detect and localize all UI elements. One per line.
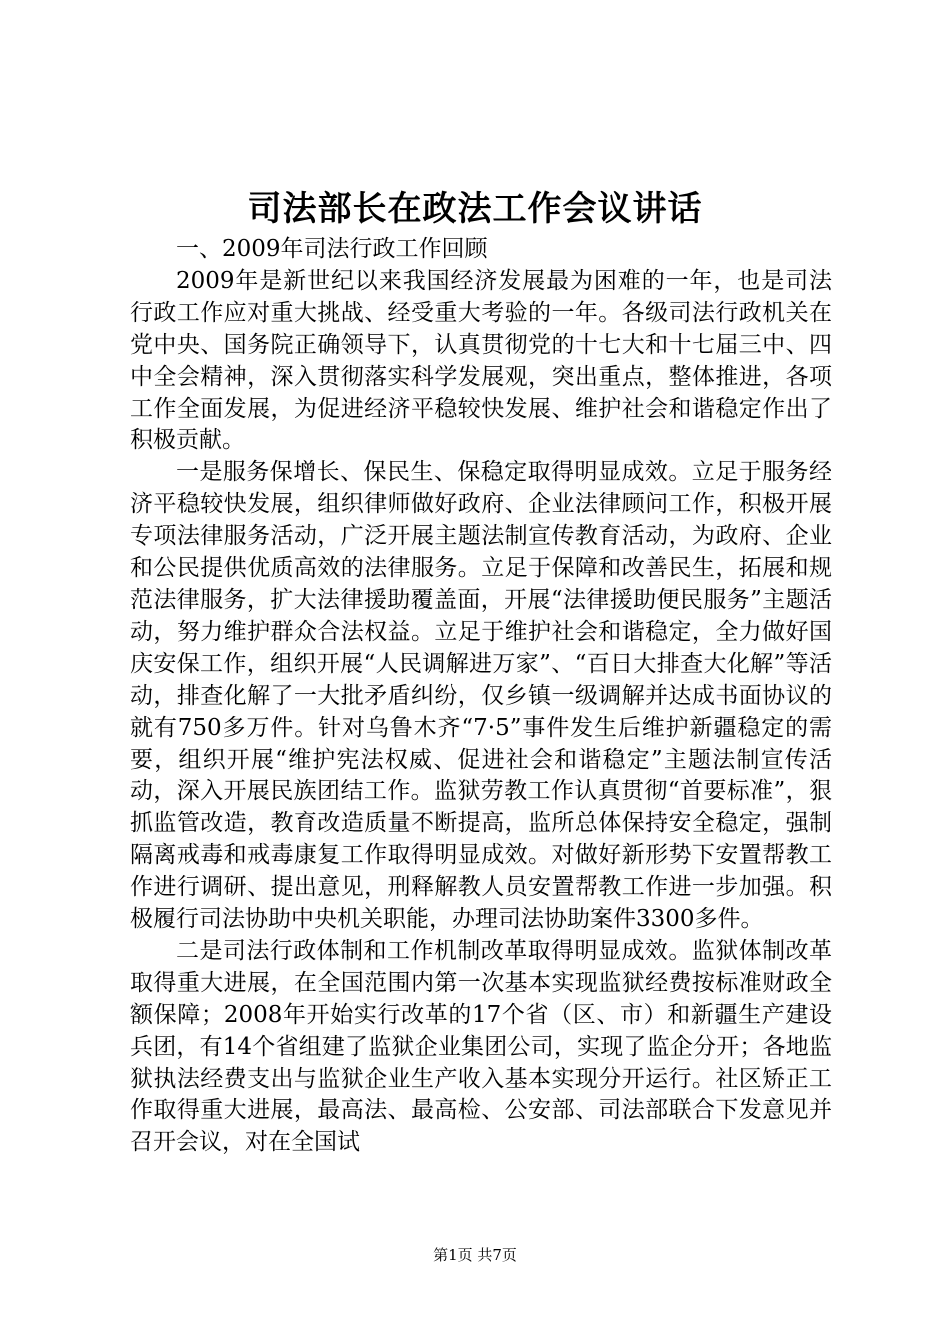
body-paragraph: 2009年是新世纪以来我国经济发展最为困难的一年，也是司法行政工作应对重大挑战、经受重大考验的一年。各级司法行政机关在党中央、国务院正确领导下，认真贯彻党的十七大和十七届三中、四中全会精神，深入贯彻落实科学发展观，突出重点，整体推进，各项工作全面发展，为促进经济平稳较快发展、维护社会和谐稳定作出了积极贡献。 <box>130 267 832 454</box>
section-heading: 一、2009年司法行政工作回顾 <box>176 236 488 262</box>
page-number-footer: 第1页 共7页 <box>433 1246 517 1264</box>
document-body <box>130 234 832 1159</box>
document-title: 司法部长在政法工作会议讲话 <box>247 189 703 229</box>
body-paragraph: 一是服务保增长、保民生、保稳定取得明显成效。立足于服务经济平稳较快发展，组织律师做好政府、企业法律顾问工作，积极开展专项法律服务活动，广泛开展主题法制宣传教育活动，为政府、企业和公民提供优质高效的法律服务。立足于保障和改善民生，拓展和规范法律服务，扩大法律援助覆盖面，开展“法律援助便民服务”主题活动，努力维护群众合法权益。立足于维护社会和谐稳定，全力做好国庆安保工作，组织开展“人民调解进万家”、“百日大排查大化解”等活动，排查化解了一大批矛盾纠纷，仅乡镇一级调解并达成书面协议的就有750多万件。针对乌鲁木齐“7·5”事件发生后维护新疆稳定的需要，组织开展“维护宪法权威、促进社会和谐稳定”主题法制宣传活动，深入开展民族团结工作。监狱劳教工作认真贯彻“首要标准”，狠抓监管改造，教育改造质量不断提高，监所总体保持安全稳定，强制隔离戒毒和戒毒康复工作取得明显成效。对做好新形势下安置帮教工作进行调研、提出意见，刑释解教人员安置帮教工作进一步加强。积极履行司法协助中央机关职能，办理司法协助案件3300多件。 <box>130 459 832 933</box>
body-paragraph: 二是司法行政体制和工作机制改革取得明显成效。监狱体制改革取得重大进展，在全国范围内第一次基本实现监狱经费按标准财政全额保障；2008年开始实行改革的17个省（区、市）和新疆生产建设兵团，有14个省组建了监狱企业集团公司，实现了监企分开；各地监狱执法经费支出与监狱企业生产收入基本实现分开运行。社区矫正工作取得重大进展，最高法、最高检、公安部、司法部联合下发意见并召开会议，对在全国试 <box>130 937 832 1156</box>
